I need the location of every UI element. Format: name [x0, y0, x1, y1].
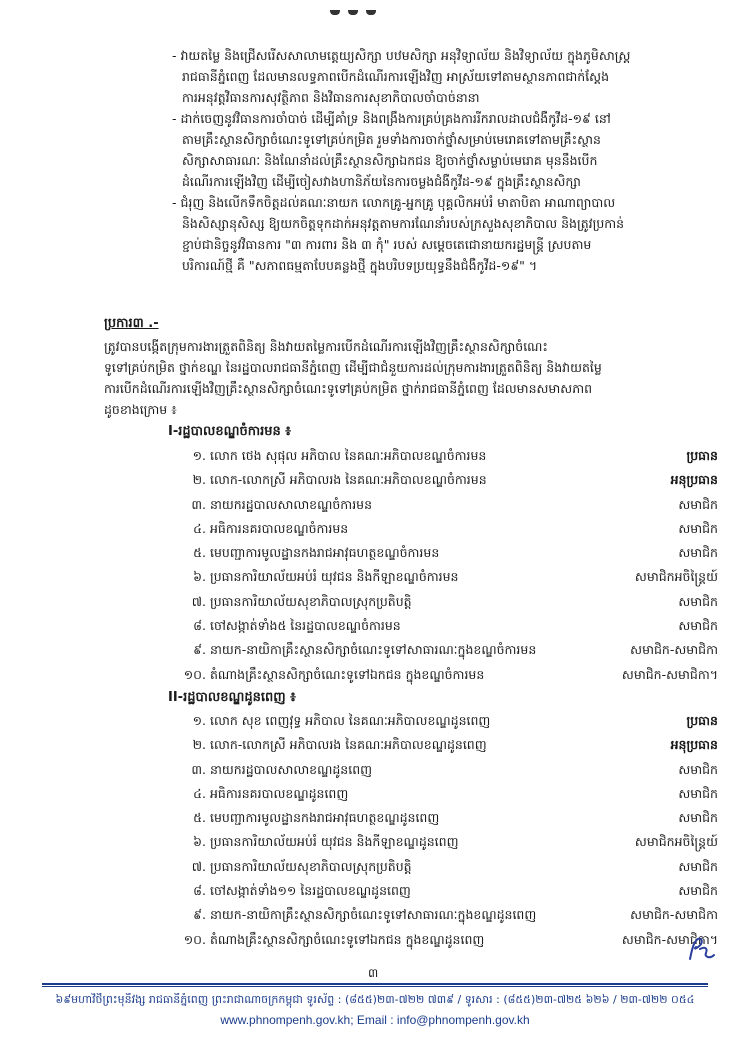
- member-number: ៩.: [193, 907, 206, 923]
- member-role: សមាជិក: [678, 618, 718, 634]
- member-title: ប្រធានការិយាល័យសុខាភិបាលស្រុកប្រតិបត្តិ: [210, 858, 412, 874]
- handwritten-initials: [686, 935, 718, 965]
- member-role: ប្រធាន: [686, 448, 718, 463]
- member-title: អធិការនគរបាលខណ្ឌដូនពេញ: [210, 785, 349, 801]
- member-role: សមាជិក: [678, 496, 718, 512]
- footer-divider-thin: [42, 986, 708, 987]
- member-number: ២.: [192, 737, 206, 753]
- member-role: សមាជិក-សមាជិកា: [630, 642, 718, 658]
- member-title: លោក ថេង សុផុល អភិបាល នៃគណៈអភិបាលខណ្ឌចំការមន: [210, 448, 487, 463]
- member-role: សមាជិក: [678, 810, 718, 826]
- member-number: ១.: [192, 713, 206, 728]
- member-title: មេបញ្ជាការមូលដ្ឋានកងរាជអាវុធហត្ថខណ្ឌដូនពេញ: [210, 810, 440, 826]
- section-heading-chamkarmon: I-រដ្ឋបាលខណ្ឌចំការមន ៖: [168, 424, 291, 439]
- member-row: [178, 642, 718, 666]
- member-title: លោក-លោកស្រី អភិបាលរង នៃគណៈអភិបាលខណ្ឌចំការមន: [210, 472, 487, 488]
- section-heading-daunpenh: II-រដ្ឋបាលខណ្ឌដូនពេញ ៖: [168, 690, 296, 705]
- cropped-header-fragment: [330, 0, 400, 6]
- member-row: [178, 713, 718, 737]
- member-role: សមាជិកអចិន្ត្រៃយ៍: [634, 569, 718, 585]
- bullet-line: ខ្ជាប់ជានិច្ចនូវវិធានការ "៣ ការពារ និង ៣ កុំ" របស់ សម្តេចតេជោនាយករដ្ឋមន្ត្រី ស្របតាម: [182, 237, 592, 252]
- bullet-line: ការអនុវត្តវិធានការសុវត្ថិភាព និងវិធានការសុខាភិបាលចាំបាច់នានា: [182, 90, 480, 105]
- member-number: ៧.: [191, 858, 206, 874]
- member-role: សមាជិក: [678, 761, 718, 777]
- member-row: [178, 762, 718, 786]
- member-number: ១០.: [183, 666, 206, 682]
- member-role: សមាជិក-សមាជិកា: [630, 907, 718, 923]
- member-row: [178, 932, 718, 956]
- paragraph-line: ទូទៅគ្រប់កម្រិត ថ្នាក់ខណ្ឌ នៃរដ្ឋបាលរាជធានីភ្នំពេញ ដើម្បីជាជំនួយការដល់ក្រុមការងារត្រួតពិនិត្យ និងវាយតម្លៃ: [104, 360, 602, 375]
- article-paragraph: [104, 336, 719, 420]
- footer-divider: [42, 983, 708, 985]
- page-number: ៣: [368, 966, 379, 980]
- paragraph-line: ដូចខាងក្រោម ៖: [104, 402, 177, 417]
- member-number: ៨.: [193, 883, 206, 899]
- member-role: សមាជិក: [678, 858, 718, 874]
- member-role: សមាជិក: [678, 883, 718, 899]
- bullet-line: និងសិស្សានុសិស្ស ឱ្យយកចិត្តទុកដាក់អនុវត្តតាមការណែនាំរបស់ក្រសួងសុខាភិបាល និងត្រូវប្រកាន់: [182, 216, 625, 231]
- member-number: ៤.: [193, 520, 206, 536]
- member-title: នាយករដ្ឋបាលសាលាខណ្ឌចំការមន: [210, 496, 373, 512]
- member-row: [178, 448, 718, 472]
- bullet-line: តាមគ្រឹះស្ថានសិក្សាចំណេះទូទៅគ្រប់កម្រិត រួមទាំងការចាក់ថ្នាំសម្រាប់មេរោគទៅតាមគ្រឹះស្ថាន: [182, 132, 601, 147]
- member-row: [178, 667, 718, 691]
- member-row: [178, 521, 718, 545]
- article-heading: ប្រការ៣ .-: [104, 316, 159, 331]
- member-row: [178, 907, 718, 931]
- member-role: អនុប្រធាន: [670, 737, 718, 753]
- member-list-daunpenh: [178, 713, 718, 956]
- bullet-line: រាជធានីភ្នំពេញ ដែលមានលទ្ធភាពបើកដំណើរការឡើងវិញ អាស្រ័យទៅតាមស្ថានភាពជាក់ស្តែង: [182, 69, 610, 84]
- member-row: [178, 497, 718, 521]
- member-title: ប្រធានការិយាល័យអប់រំ យុវជន និងកីឡាខណ្ឌចំការមន: [210, 569, 459, 585]
- bullet-item: [172, 108, 717, 192]
- member-role: សមាជិក-សមាជិកា។: [621, 666, 718, 682]
- bullet-line: បរិការណ៍ថ្មី គឺ "សភាពធម្មតាបែបគន្លងថ្មី ក្នុងបរិបទប្រយុទ្ធនឹងជំងឺកូវីដ-១៩" ។: [182, 258, 538, 273]
- bullet-line: សិក្សាសាធារណៈ និងណែនាំដល់គ្រឹះស្ថានសិក្សាឯកជន ឱ្យចាក់ថ្នាំសម្លាប់មេរោគ មុននឹងបើក: [182, 153, 598, 168]
- member-row: [178, 834, 718, 858]
- bullet-line: ដំណើរការឡើងវិញ ដើម្បីចៀសវាងហានិភ័យនៃការចម្លងជំងឺកូវីដ-១៩ ក្នុងគ្រឹះស្ថានសិក្សា: [182, 174, 581, 189]
- member-role: សមាជិក: [678, 520, 718, 536]
- member-title: លោក សុខ ពេញវុទ្ធ អភិបាល នៃគណៈអភិបាលខណ្ឌដូនពេញ: [210, 713, 491, 728]
- member-title: មេបញ្ជាការមូលដ្ឋានកងរាជអាវុធហត្ថខណ្ឌចំការមន: [210, 545, 440, 561]
- member-number: ៩.: [193, 642, 206, 658]
- member-row: [178, 810, 718, 834]
- member-number: ៨.: [193, 618, 206, 634]
- paragraph-line: ការបើកដំណើរការឡើងវិញគ្រឹះស្ថានសិក្សាចំណេះទូទៅគ្រប់កម្រិត ថ្នាក់រាជធានីភ្នំពេញ ដែលមានសមាសភាព: [104, 381, 593, 396]
- footer-address: ៦៩មហាវិថីព្រះមុនីវង្ស រាជធានីភ្នំពេញ ព្រះរាជាណាចក្រកម្ពុជា ទូរស័ព្ទ : (៨៥៥)២៣-៧២២ ៧៣៩ / ទូរសារ : (៨៥៥)២៣-៧២៥ ៦២៦ / ២៣-៧២២ ០៥៤: [55, 993, 695, 1006]
- member-number: ៣.: [191, 761, 206, 777]
- member-number: ៥.: [193, 810, 206, 826]
- member-title: នាយក-នាយិកាគ្រឹះស្ថានសិក្សាចំណេះទូទៅសាធារណៈក្នុងខណ្ឌដូនពេញ: [210, 907, 537, 923]
- member-row: [178, 859, 718, 883]
- bullet-line: - ដាក់ចេញនូវវិធានការចាំបាច់ ដើម្បីគាំទ្រ និងពង្រឹងការគ្រប់គ្រងការរីករាលដាលជំងឺកូវីដ-១៩ នៅ: [172, 111, 611, 126]
- member-role: សមាជិក-សមាជិកា។: [621, 931, 718, 947]
- member-title: ចៅសង្កាត់ទាំង៥ នៃរដ្ឋបាលខណ្ឌចំការមន: [210, 618, 401, 634]
- member-row: [178, 545, 718, 569]
- member-row: [178, 569, 718, 593]
- member-number: ៤.: [193, 785, 206, 801]
- member-title: តំណាងគ្រឹះស្ថានសិក្សាចំណេះទូទៅឯកជន ក្នុងខណ្ឌចំការមន: [210, 666, 485, 682]
- member-row: [178, 883, 718, 907]
- member-role: អនុប្រធាន: [670, 472, 718, 488]
- member-number: ៦.: [193, 834, 206, 850]
- bullet-line: - ជំរុញ និងលើកទឹកចិត្តដល់គណៈនាយក លោកគ្រូ-អ្នកគ្រូ បុគ្គលិកអប់រំ មាតាបិតា អាណាព្យាបាល: [172, 195, 616, 210]
- member-role: សមាជិក: [678, 593, 718, 609]
- member-number: ២.: [192, 472, 206, 488]
- member-row: [178, 594, 718, 618]
- member-title: លោក-លោកស្រី អភិបាលរង នៃគណៈអភិបាលខណ្ឌដូនពេញ: [210, 737, 487, 753]
- member-role: សមាជិកអចិន្ត្រៃយ៍: [634, 834, 718, 850]
- footer-contact-link[interactable]: www.phnompenh.gov.kh; Email : info@phnompenh.gov.kh: [220, 1013, 530, 1027]
- member-number: ៧.: [191, 593, 206, 609]
- bullet-list: [172, 45, 717, 276]
- bullet-item: [172, 192, 717, 276]
- member-title: តំណាងគ្រឹះស្ថានសិក្សាចំណេះទូទៅឯកជន ក្នុងខណ្ឌដូនពេញ: [210, 931, 485, 947]
- member-number: ១.: [192, 448, 206, 463]
- member-number: ១០.: [183, 931, 206, 947]
- member-row: [178, 618, 718, 642]
- member-title: ប្រធានការិយាល័យអប់រំ យុវជន និងកីឡាខណ្ឌដូនពេញ: [210, 834, 459, 850]
- member-number: ៣.: [191, 496, 206, 512]
- member-role: ប្រធាន: [686, 713, 718, 728]
- member-title: ប្រធានការិយាល័យសុខាភិបាលស្រុកប្រតិបត្តិ: [210, 593, 412, 609]
- member-number: ៥.: [193, 545, 206, 561]
- member-title: នាយករដ្ឋបាលសាលាខណ្ឌដូនពេញ: [210, 761, 373, 777]
- member-row: [178, 472, 718, 496]
- member-title: ចៅសង្កាត់ទាំង១១ នៃរដ្ឋបាលខណ្ឌដូនពេញ: [210, 883, 411, 899]
- member-role: សមាជិក: [678, 785, 718, 801]
- member-title: អធិការនគរបាលខណ្ឌចំការមន: [210, 520, 349, 536]
- paragraph-line: ត្រូវបានបង្កើតក្រុមការងារត្រួតពិនិត្យ និងវាយតម្លៃការបើកដំណើរការឡើងវិញគ្រឹះស្ថានសិក្សាចំណេះ: [104, 339, 548, 354]
- bullet-item: [172, 45, 717, 108]
- member-list-chamkarmon: [178, 448, 718, 691]
- member-row: [178, 737, 718, 761]
- bullet-line: - វាយតម្លៃ និងជ្រើសរើសសាលាមត្តេយ្យសិក្សា បឋមសិក្សា អនុវិទ្យាល័យ និងវិទ្យាល័យ ក្នុងភូមិសាស្ត្រ: [172, 48, 631, 63]
- member-row: [178, 786, 718, 810]
- member-title: នាយក-នាយិកាគ្រឹះស្ថានសិក្សាចំណេះទូទៅសាធារណៈក្នុងខណ្ឌចំការមន: [210, 642, 537, 658]
- member-number: ៦.: [193, 569, 206, 585]
- member-role: សមាជិក: [678, 545, 718, 561]
